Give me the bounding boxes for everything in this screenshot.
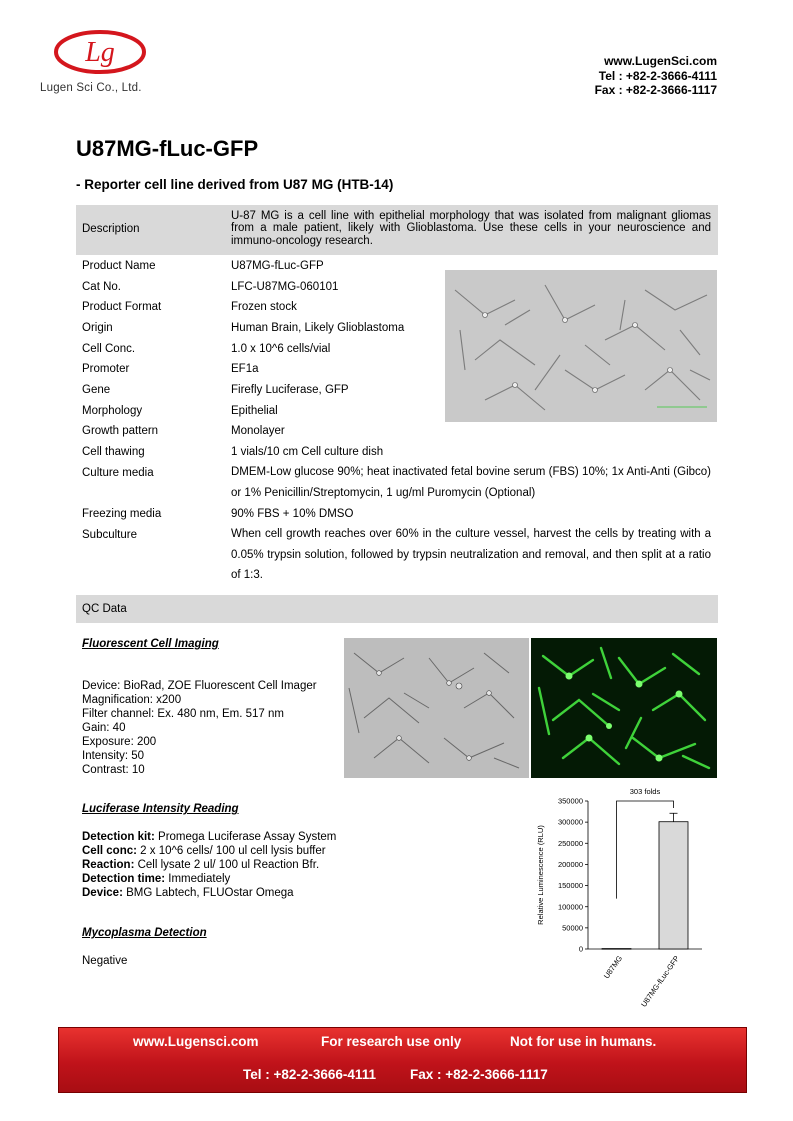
imaging-line: Filter channel: Ex. 480 nm, Em. 517 nm [82,708,284,720]
y-tick-label: 350000 [557,796,583,806]
brightfield-image [344,638,529,778]
spec-value: 1 vials/10 cm Cell culture dish [231,446,384,458]
spec-value: U87MG-fLuc-GFP [231,260,324,272]
footer-banner [58,1027,747,1093]
product-title: U87MG-fLuc-GFP [76,136,259,161]
spec-value: 1.0 x 10^6 cells/vial [231,343,331,355]
imaging-line: Contrast: 10 [82,764,145,776]
luciferase-key: Reaction: [82,859,135,871]
spec-value: Epithelial [231,405,278,417]
luciferase-item [82,872,336,886]
company-name: Lugen Sci Co., Ltd. [40,82,142,94]
luciferase-value: Promega Luciferase Assay System [154,831,337,843]
header-website[interactable]: www.LugenSci.com [604,54,717,68]
spec-label: Product Name [82,260,156,272]
qc-label: QC Data [82,603,127,615]
spec-label: Culture media [82,467,154,479]
luciferase-key: Cell conc: [82,845,137,857]
spec-label: Growth pattern [82,425,159,437]
y-axis-label: Relative Luminescence (RLU) [536,825,545,925]
spec-label: Origin [82,322,113,334]
luciferase-chart [530,780,730,1020]
footer-not-human-note: Not for use in humans. [510,1034,657,1049]
spec-value: LFC-U87MG-060101 [231,281,339,293]
y-tick-label: 150000 [557,881,583,891]
product-subtitle: - Reporter cell line derived from U87 MG (HTB-14) [76,177,394,192]
x-tick-label: U87MG [601,953,625,981]
x-tick-label: U87MG-fLuc-GFP [639,953,682,1009]
imaging-line: Device: BioRad, ZOE Fluorescent Cell Imager [82,680,317,692]
y-tick-label: 100000 [557,902,583,912]
spec-label: Morphology [82,405,143,417]
spec-label: Gene [82,384,111,396]
y-tick-label: 200000 [557,860,583,870]
luciferase-value: Cell lysate 2 ul/ 100 ul Reaction Bfr. [134,859,320,871]
luciferase-item [82,844,336,858]
spec-value: Monolayer [231,425,285,437]
logo-monogram: Lg [85,37,115,68]
spec-label: Product Format [82,301,162,313]
footer-website[interactable]: www.Lugensci.com [133,1034,259,1049]
fold-annotation: 303 folds [629,787,661,796]
header-fax: Fax : +82-2-3666-1117 [594,83,717,97]
luciferase-key: Detection time: [82,873,166,885]
cell-micrograph [445,270,717,422]
footer-tel: Tel : +82-2-3666-4111 [243,1067,376,1082]
spec-label: Cell Conc. [82,343,136,355]
spec-value: When cell growth reaches over 60% in the culture vessel, harvest the cells by treating with a 0.05% trypsin solution, followed by trypsin neutralization and removal, and then split at a ratio of 1:3. [231,528,711,582]
imaging-line: Intensity: 50 [82,750,145,762]
luciferase-item [82,886,336,900]
gfp-fluorescence-image [531,638,717,778]
qc-band [76,595,718,623]
luciferase-value: 2 x 10^6 cells/ 100 ul cell lysis buffer [136,845,326,857]
imaging-line: Gain: 40 [82,722,126,734]
spec-label: Promoter [82,363,130,375]
spec-value: Human Brain, Likely Glioblastoma [231,322,405,334]
spec-label: Cell thawing [82,446,145,458]
y-tick-label: 250000 [557,838,583,848]
description-text: U-87 MG is a cell line with epithelial morphology that was isolated from malignant gliomas from a male patient, likely with Glioblastoma. Use these cells in your neuroscience and immuno-oncology research. [231,210,711,247]
luciferase-item [82,858,336,872]
header-contact [595,54,717,98]
imaging-details [82,679,317,777]
mycoplasma-heading: Mycoplasma Detection [82,927,207,939]
luciferase-value: Immediately [165,873,231,885]
spec-value: EF1a [231,363,259,375]
spec-label: Freezing media [82,508,162,520]
luciferase-key: Detection kit: [82,831,155,843]
luciferase-details [82,830,336,900]
mycoplasma-result: Negative [82,955,128,967]
description-label: Description [82,223,140,235]
y-tick-label: 0 [578,944,583,954]
imaging-line: Magnification: x200 [82,694,182,706]
spec-label: Cat No. [82,281,121,293]
luciferase-item [82,830,336,844]
luciferase-key: Device: [82,887,123,899]
imaging-heading: Fluorescent Cell Imaging [82,638,219,650]
imaging-line: Exposure: 200 [82,736,157,748]
spec-value: Firefly Luciferase, GFP [231,384,349,396]
header-tel: Tel : +82-2-3666-4111 [598,68,717,83]
spec-value: DMEM-Low glucose 90%; heat inactivated fetal bovine serum (FBS) 10%; 1x Anti-Anti (Gibco) or 1% Penicillin/Streptomycin, 1 ug/ml Puromycin (Optional) [231,466,711,499]
y-tick-label: 300000 [557,817,583,827]
y-tick-label: 50000 [562,923,583,933]
spec-value: 90% FBS + 10% DMSO [231,508,354,520]
bar-2 [659,822,688,949]
spec-label: Subculture [82,529,137,541]
spec-value: Frozen stock [231,301,297,313]
luciferase-value: BMG Labtech, FLUOstar Omega [122,887,294,899]
bar-1 [602,949,631,950]
footer-research-note: For research use only [321,1034,462,1049]
luciferase-heading: Luciferase Intensity Reading [82,803,239,815]
footer-fax: Fax : +82-2-3666-1117 [410,1067,548,1082]
